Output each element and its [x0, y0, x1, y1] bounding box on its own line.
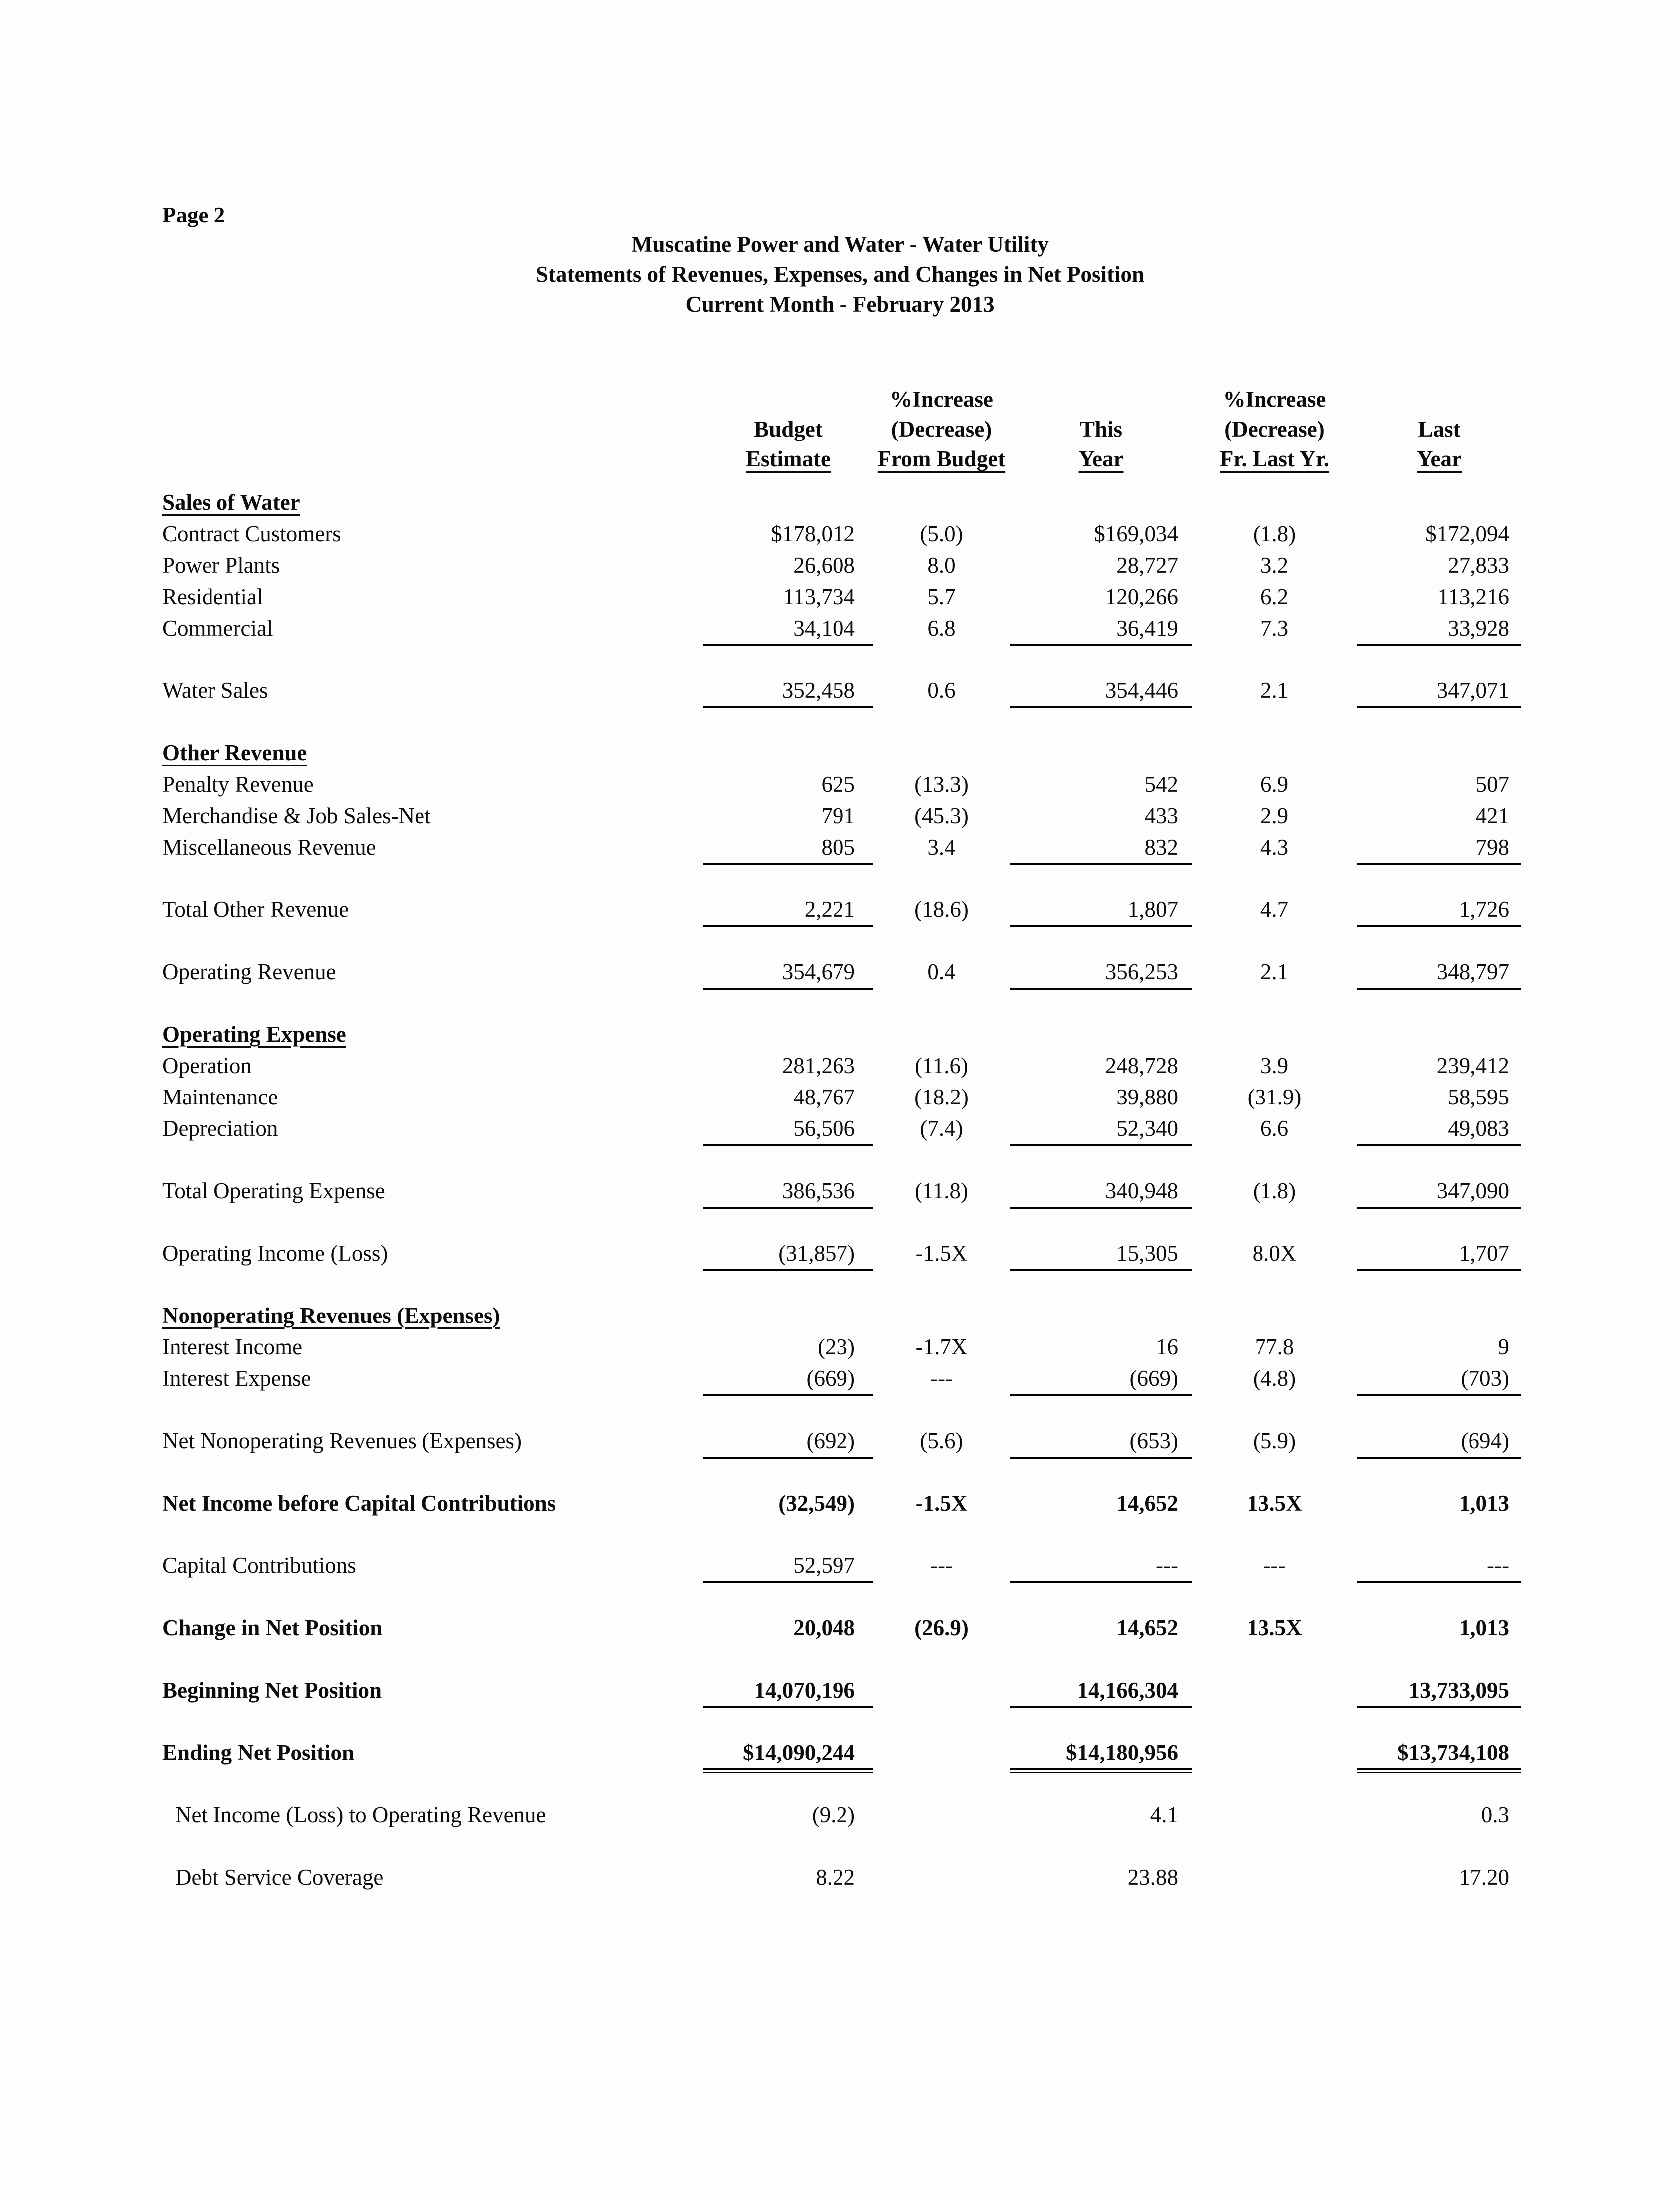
- cell-value: 58,595: [1448, 1085, 1509, 1109]
- row-label: Change in Net Position: [162, 1615, 383, 1640]
- row-label: Operation: [162, 1053, 252, 1078]
- cell-value: 347,071: [1357, 675, 1521, 708]
- cell-value: 8.0X: [1252, 1241, 1297, 1266]
- cell-value: 77.8: [1255, 1334, 1294, 1359]
- cell-value: $178,012: [771, 521, 855, 546]
- cell-value: 28,727: [1116, 553, 1178, 578]
- section-heading-row: [162, 1300, 1521, 1331]
- cell-value: 354,679: [703, 956, 873, 990]
- cell-value: (45.3): [914, 803, 969, 828]
- cell-value: 13.5X: [1247, 1615, 1302, 1640]
- row-label: Total Other Revenue: [162, 897, 349, 922]
- cell-value: 26,608: [793, 553, 855, 578]
- cell-value: (1.8): [1253, 1178, 1296, 1203]
- row-label: Residential: [162, 584, 263, 609]
- header-line: (Decrease): [1224, 417, 1325, 441]
- cell-value: 421: [1475, 803, 1509, 828]
- cell-value: 33,928: [1357, 613, 1521, 646]
- cell-value: 3.9: [1260, 1053, 1289, 1078]
- cell-value: 791: [821, 803, 855, 828]
- cell-value: 5.7: [927, 584, 956, 609]
- header-pct-fr-last-yr: [1192, 384, 1357, 474]
- header-line: Budget: [754, 417, 823, 441]
- cell-value: $14,180,956: [1010, 1737, 1192, 1773]
- table-row: [162, 1175, 1521, 1207]
- header-budget-estimate: [703, 414, 873, 474]
- cell-value: 0.3: [1481, 1802, 1509, 1827]
- cell-value: -1.7X: [915, 1334, 968, 1359]
- header-this-year: [1010, 414, 1192, 474]
- row-spacer: [162, 1207, 1521, 1238]
- cell-value: -1.5X: [915, 1491, 968, 1516]
- title-statement: Statements of Revenues, Expenses, and Changes in Net Position: [535, 262, 1145, 287]
- cell-value: 14,652: [1116, 1615, 1178, 1640]
- cell-value: 36,419: [1010, 613, 1192, 646]
- cell-value: 13.5X: [1247, 1491, 1302, 1516]
- cell-value: [1192, 1862, 1357, 1893]
- cell-value: 0.4: [927, 959, 956, 984]
- cell-value: 14,652: [1116, 1491, 1178, 1516]
- row-spacer: [162, 1457, 1521, 1488]
- row-label: Interest Expense: [162, 1366, 311, 1391]
- table-row: [162, 1050, 1521, 1082]
- row-label: Water Sales: [162, 678, 268, 703]
- cell-value: (669): [703, 1363, 873, 1396]
- header-line: %Increase: [1223, 387, 1326, 412]
- row-label: Beginning Net Position: [162, 1678, 382, 1703]
- cell-value: (4.8): [1253, 1366, 1296, 1391]
- header-line: Year: [1417, 446, 1462, 471]
- cell-value: 542: [1144, 772, 1178, 797]
- table-row: [162, 675, 1521, 706]
- cell-value: 14,166,304: [1010, 1675, 1192, 1708]
- cell-value: 832: [1010, 832, 1192, 865]
- cell-value: ---: [1010, 1550, 1192, 1583]
- row-label: Net Nonoperating Revenues (Expenses): [162, 1428, 522, 1453]
- row-label: Net Income (Loss) to Operating Revenue: [175, 1802, 546, 1827]
- title-period: Current Month - February 2013: [685, 292, 995, 317]
- cell-value: $169,034: [1094, 521, 1178, 546]
- cell-value: 0.6: [927, 678, 956, 703]
- cell-value: 7.3: [1260, 616, 1289, 641]
- row-spacer: [162, 1144, 1521, 1175]
- table-row: [162, 1612, 1521, 1644]
- table-row: [162, 800, 1521, 832]
- cell-value: 356,253: [1010, 956, 1192, 990]
- cell-value: 27,833: [1448, 553, 1509, 578]
- row-label: Maintenance: [162, 1085, 278, 1109]
- row-label: Depreciation: [162, 1116, 278, 1141]
- cell-value: $13,734,108: [1357, 1737, 1521, 1773]
- cell-value: 354,446: [1010, 675, 1192, 708]
- cell-value: 340,948: [1010, 1175, 1192, 1209]
- cell-value: 3.2: [1260, 553, 1289, 578]
- cell-value: ---: [930, 1553, 953, 1578]
- cell-value: 625: [821, 772, 855, 797]
- cell-value: 6.2: [1260, 584, 1289, 609]
- table-row: [162, 1550, 1521, 1581]
- header-line: (Decrease): [891, 417, 992, 441]
- table-row: [162, 1488, 1521, 1519]
- row-spacer: [162, 1269, 1521, 1300]
- cell-value: 3.4: [927, 835, 956, 860]
- cell-value: 2.9: [1260, 803, 1289, 828]
- cell-value: 239,412: [1436, 1053, 1509, 1078]
- cell-value: 433: [1144, 803, 1178, 828]
- cell-value: (694): [1357, 1425, 1521, 1459]
- cell-value: 6.8: [927, 616, 956, 641]
- row-label: Total Operating Expense: [162, 1178, 385, 1203]
- section-heading-row: [162, 1019, 1521, 1050]
- cell-value: 347,090: [1357, 1175, 1521, 1209]
- table-row: [162, 769, 1521, 800]
- row-spacer: [162, 1581, 1521, 1612]
- cell-value: 386,536: [703, 1175, 873, 1209]
- header-line: Estimate: [746, 446, 831, 471]
- cell-value: 2,221: [703, 894, 873, 927]
- cell-value: ---: [1263, 1553, 1286, 1578]
- cell-value: 1,807: [1010, 894, 1192, 927]
- cell-value: ---: [1357, 1550, 1521, 1583]
- row-spacer: [162, 1706, 1521, 1737]
- document-title-block: [0, 229, 1680, 319]
- table-row: [162, 1113, 1521, 1144]
- table-row: [162, 1363, 1521, 1394]
- row-spacer: [162, 1831, 1521, 1862]
- row-spacer: [162, 1394, 1521, 1425]
- cell-value: 798: [1357, 832, 1521, 865]
- row-label: Capital Contributions: [162, 1553, 356, 1578]
- cell-value: 8.22: [816, 1865, 855, 1890]
- cell-value: 23.88: [1127, 1865, 1178, 1890]
- section-heading: Nonoperating Revenues (Expenses): [162, 1303, 500, 1328]
- table-row: [162, 956, 1521, 988]
- cell-value: ---: [930, 1366, 953, 1391]
- cell-value: 52,597: [703, 1550, 873, 1583]
- row-label: Merchandise & Job Sales-Net: [162, 803, 431, 828]
- cell-value: 14,070,196: [703, 1675, 873, 1708]
- header-line: Year: [1078, 446, 1124, 471]
- cell-value: [873, 1737, 1010, 1773]
- table-row: [162, 581, 1521, 613]
- row-label: Commercial: [162, 616, 273, 641]
- row-spacer: [162, 988, 1521, 1019]
- cell-value: (703): [1357, 1363, 1521, 1396]
- cell-value: 281,263: [782, 1053, 855, 1078]
- cell-value: 15,305: [1010, 1238, 1192, 1271]
- header-last-year: [1357, 414, 1521, 474]
- header-line: This: [1079, 417, 1123, 441]
- row-spacer: [162, 863, 1521, 894]
- cell-value: 1,726: [1357, 894, 1521, 927]
- cell-value: $172,094: [1425, 521, 1509, 546]
- cell-value: 16: [1156, 1334, 1178, 1359]
- table-row: [162, 1737, 1521, 1768]
- row-label: Power Plants: [162, 553, 280, 578]
- section-heading: Other Revenue: [162, 740, 307, 765]
- cell-value: [873, 1799, 1010, 1831]
- row-label: Ending Net Position: [162, 1740, 355, 1765]
- cell-value: 6.9: [1260, 772, 1289, 797]
- cell-value: 4.3: [1260, 835, 1289, 860]
- cell-value: (5.0): [920, 521, 963, 546]
- row-label: Interest Income: [162, 1334, 303, 1359]
- cell-value: (669): [1010, 1363, 1192, 1396]
- row-label: Operating Income (Loss): [162, 1241, 388, 1266]
- cell-value: 4.7: [1260, 897, 1289, 922]
- section-heading-row: [162, 487, 1521, 518]
- financial-table: [162, 384, 1521, 1893]
- cell-value: (13.3): [914, 772, 969, 797]
- table-row: [162, 550, 1521, 581]
- cell-value: 49,083: [1357, 1113, 1521, 1146]
- cell-value: 9: [1498, 1334, 1509, 1359]
- row-spacer: [162, 1644, 1521, 1675]
- cell-value: 56,506: [703, 1113, 873, 1146]
- cell-value: 2.1: [1260, 959, 1289, 984]
- cell-value: 1,013: [1459, 1615, 1509, 1640]
- table-row: [162, 1425, 1521, 1457]
- table-row: [162, 1082, 1521, 1113]
- table-row: [162, 1238, 1521, 1269]
- cell-value: 52,340: [1010, 1113, 1192, 1146]
- cell-value: 20,048: [793, 1615, 855, 1640]
- header-line: From Budget: [877, 446, 1006, 471]
- row-label: Operating Revenue: [162, 959, 336, 984]
- row-spacer: [162, 925, 1521, 956]
- cell-value: (1.8): [1253, 521, 1296, 546]
- cell-value: [1192, 1799, 1357, 1831]
- cell-value: 2.1: [1260, 678, 1289, 703]
- row-label: Miscellaneous Revenue: [162, 835, 376, 860]
- header-line: Last: [1418, 417, 1461, 441]
- cell-value: (5.9): [1253, 1428, 1296, 1453]
- cell-value: 248,728: [1105, 1053, 1178, 1078]
- cell-value: (7.4): [920, 1116, 963, 1141]
- cell-value: 13,733,095: [1357, 1675, 1521, 1708]
- header-line: %Increase: [890, 387, 993, 412]
- cell-value: 17.20: [1459, 1865, 1509, 1890]
- cell-value: 348,797: [1357, 956, 1521, 990]
- cell-value: 4.1: [1150, 1802, 1178, 1827]
- cell-value: (9.2): [812, 1802, 855, 1827]
- table-body: [162, 487, 1521, 1893]
- table-row: [162, 613, 1521, 644]
- cell-value: (5.6): [920, 1428, 963, 1453]
- cell-value: (31.9): [1247, 1085, 1302, 1109]
- cell-value: 507: [1475, 772, 1509, 797]
- cell-value: (11.8): [914, 1178, 969, 1203]
- cell-value: (31,857): [703, 1238, 873, 1271]
- row-label: Contract Customers: [162, 521, 341, 546]
- section-heading: Sales of Water: [162, 490, 300, 515]
- cell-value: (653): [1010, 1425, 1192, 1459]
- cell-value: [873, 1675, 1010, 1708]
- cell-value: 113,734: [783, 584, 855, 609]
- cell-value: $14,090,244: [703, 1737, 873, 1773]
- cell-value: 1,707: [1357, 1238, 1521, 1271]
- row-label: Debt Service Coverage: [175, 1865, 384, 1890]
- cell-value: (11.6): [914, 1053, 969, 1078]
- header-line: Fr. Last Yr.: [1219, 446, 1329, 471]
- table-header: [162, 384, 1521, 474]
- cell-value: 8.0: [927, 553, 956, 578]
- title-company: Muscatine Power and Water - Water Utility: [631, 232, 1049, 257]
- row-spacer: [162, 644, 1521, 675]
- table-row: [162, 1675, 1521, 1706]
- cell-value: 1,013: [1459, 1491, 1509, 1516]
- cell-value: [1192, 1675, 1357, 1708]
- cell-value: 805: [703, 832, 873, 865]
- cell-value: (23): [818, 1334, 855, 1359]
- page-number: Page 2: [162, 203, 225, 227]
- cell-value: 113,216: [1437, 584, 1509, 609]
- table-row: [162, 894, 1521, 925]
- cell-value: [1192, 1737, 1357, 1773]
- row-spacer: [162, 1519, 1521, 1550]
- table-row: [162, 832, 1521, 863]
- cell-value: 120,266: [1105, 584, 1178, 609]
- cell-value: -1.5X: [915, 1241, 968, 1266]
- row-label: Net Income before Capital Contributions: [162, 1491, 556, 1516]
- cell-value: 34,104: [703, 613, 873, 646]
- cell-value: (26.9): [914, 1615, 969, 1640]
- section-heading: Operating Expense: [162, 1022, 346, 1047]
- table-row: [162, 1799, 1521, 1831]
- cell-value: 48,767: [793, 1085, 855, 1109]
- cell-value: (18.6): [914, 897, 969, 922]
- table-row: [162, 1331, 1521, 1363]
- table-row: [162, 518, 1521, 550]
- cell-value: 39,880: [1116, 1085, 1178, 1109]
- header-pct-from-budget: [873, 384, 1010, 474]
- cell-value: 352,458: [703, 675, 873, 708]
- cell-value: (18.2): [914, 1085, 969, 1109]
- cell-value: 6.6: [1260, 1116, 1289, 1141]
- table-row: [162, 1862, 1521, 1893]
- cell-value: (692): [703, 1425, 873, 1459]
- row-spacer: [162, 706, 1521, 737]
- row-label: Penalty Revenue: [162, 772, 314, 797]
- section-heading-row: [162, 737, 1521, 769]
- cell-value: [873, 1862, 1010, 1893]
- cell-value: (32,549): [778, 1491, 855, 1516]
